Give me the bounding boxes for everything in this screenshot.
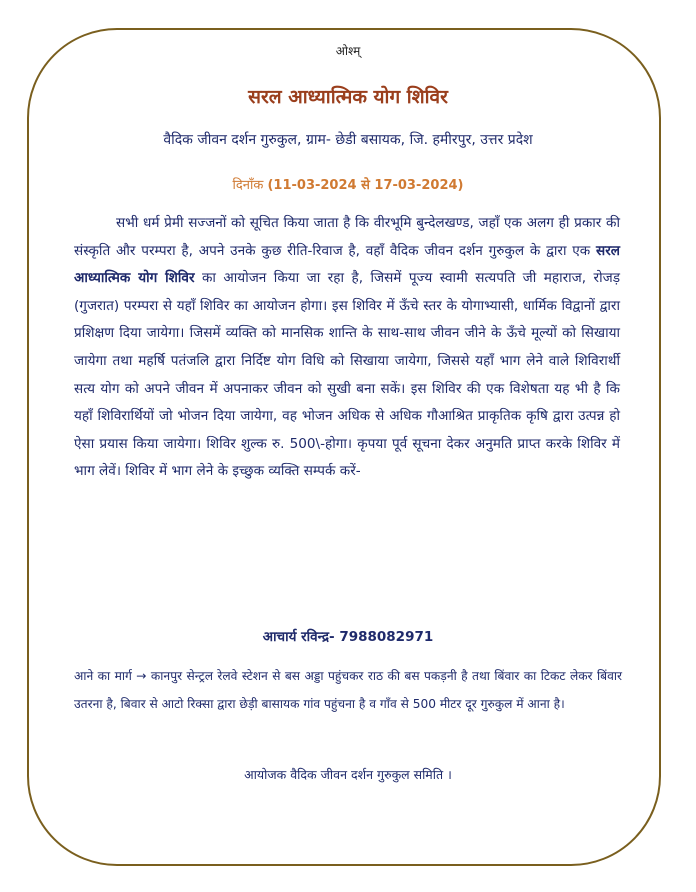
route-directions: आने का मार्ग → कानपुर सेन्ट्रल रेलवे स्टेशन से बस अड्डा पहुंचकर राठ की बस पकड़नी है तथा बिंवार का टिकट लेकर बिंवार उतरना है, बिवार से आटो रिक्सा द्वारा छेड़ी बासायक गांव पहुंचना है व गाँव से 500 मीटर दूर गुरुकुल में आना है।	[74, 669, 622, 711]
paragraph-text-end: का आयोजन किया जा रहा है, जिसमें पूज्य स्वामी सत्यपति जी महाराज, रोजड़ (गुजरात) परम्परा से यहाँ शिविर का आयोजन होगा। इस शिविर में ऊँचे स्तर के योगाभ्यासी, धार्मिक विद्वानों द्वारा प्रशिक्षण दिया जायेगा। जिसमें व्यक्ति को मानसिक शान्ति के साथ-साथ जीवन जीने के ऊँचे मूल्यों को सिखाया जायेगा तथा महर्षि पतंजलि द्वारा निर्दिष्ट योग विधि को सिखाया जायेगा, जिससे यहाँ भाग लेने वाले शिविरार्थी सत्य योग को अपने जीवन में अपनाकर जीवन को सुखी बना सकें। इस शिविर की एक विशेषता यह भी है कि यहाँ शिविरार्थियों जो भोजन दिया जायेगा, वह भोजन अधिक से अधिक गौआश्रित प्राकृतिक कृषि द्वारा उत्पन्न हो ऐसा प्रयास किया जायेगा। शिविर शुल्क रु. 500\-होगा। कृपया पूर्व सूचना देकर अनुमति प्राप्त करके शिविर में भाग लेवें। शिविर में भाग लेने के इच्छुक व्यक्ति सम्पर्क करें-	[74, 270, 620, 480]
announcement-paragraph	[74, 210, 620, 486]
page-title: सरल आध्यात्मिक योग शिविर	[248, 86, 448, 108]
paragraph-text-start: सभी धर्म प्रेमी सज्जनों को सूचित किया जाता है कि वीरभूमि बुन्देलखण्ड, जहाँ एक अलग ही प्रकार की संस्कृति और परम्परा है, अपने उनके कुछ रीति-रिवाज है, वहाँ वैदिक जीवन दर्शन गुरुकुल के द्वारा एक	[74, 215, 620, 259]
date-label: दिनाँक	[232, 178, 264, 193]
contact-line: आचार्य रविन्द्र- 7988082971	[262, 629, 434, 645]
date-range: (11-03-2024 से 17-03-2024)	[267, 178, 464, 193]
om-heading: ओश्म्	[335, 44, 361, 58]
venue-address: वैदिक जीवन दर्शन गुरुकुल, ग्राम- छेडी बसायक, जि. हमीरपुर, उत्तर प्रदेश	[163, 132, 533, 148]
organizer-line: आयोजक वैदिक जीवन दर्शन गुरुकुल समिति ।	[244, 767, 452, 782]
event-date	[0, 175, 696, 193]
paragraph-bold-camp-name: सरल आध्यात्मिक योग शिविर	[74, 242, 620, 287]
